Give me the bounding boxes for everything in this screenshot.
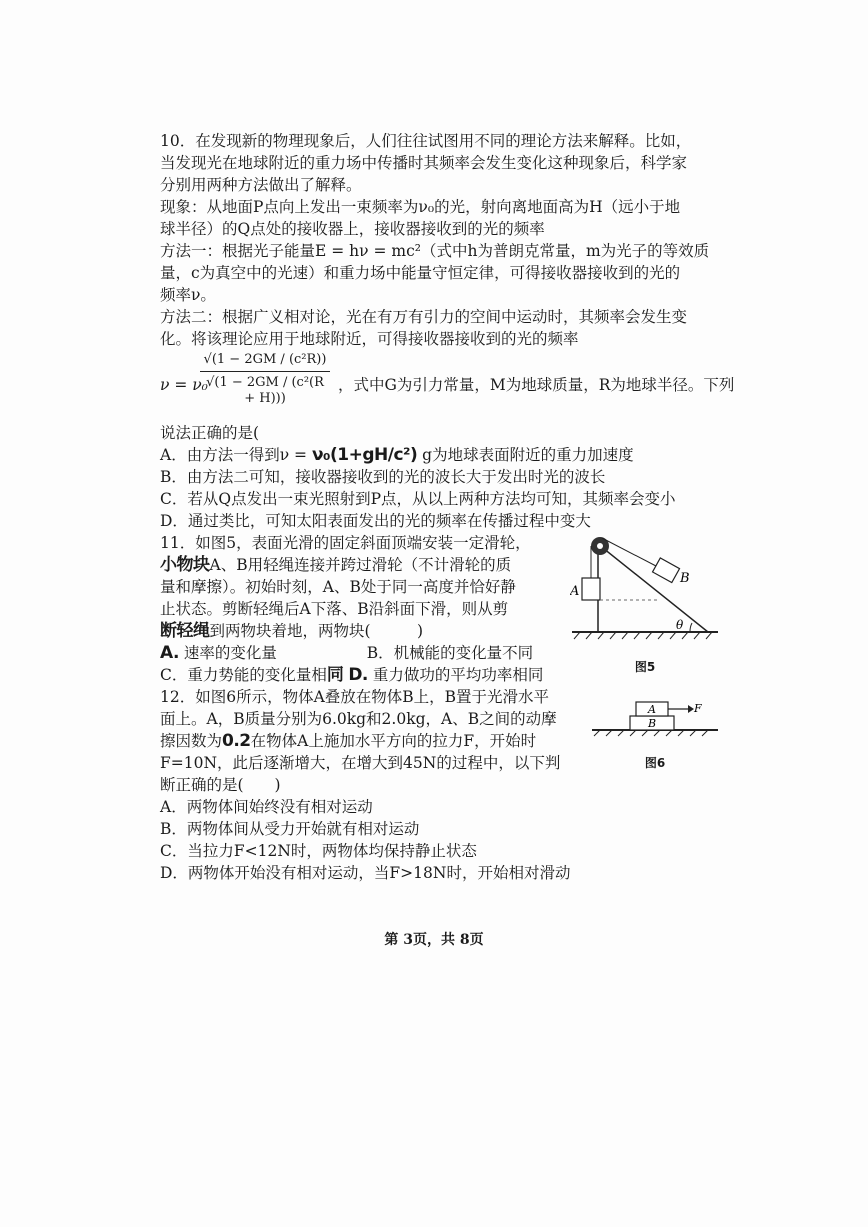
handwritten-annotation: 小物块 [160,555,210,575]
block-b-label: B [680,571,690,586]
formula-fraction [200,352,330,407]
option-c-text: C．重力势能的变化量相 [160,666,327,684]
question-12 [160,686,720,884]
option-a-text-end: g为地球表面附近的重力加速度 [422,446,634,464]
q11-options-ab [160,642,534,664]
q10-option-d: D．通过类比，可知太阳表面发出的光的频率在传播过程中变大 [160,512,591,530]
page-footer: 第 3页，共 8页 [384,932,484,948]
handwritten-answer: ν₀(1+gH/c²) [311,445,418,465]
q10-line: 现象：从地面P点向上发出一束频率为ν₀的光，射向离地面高为H（远小于地 [160,198,681,216]
question-10 [160,130,735,532]
q11-line: 11．如图5，表面光滑的固定斜面顶端安装一定滑轮， [160,534,531,552]
stacked-blocks-diagram [590,686,720,746]
q12-option-b: B．两物体间从受力开始就有相对运动 [160,820,420,838]
q12-line: 面上。A，B质量分别为6.0kg和2.0kg，A、B之间的动摩 [160,710,557,728]
figure-5-caption: 图5 [634,660,656,674]
q11-line: 止状态。剪断轻绳后A下落、B沿斜面下滑，则从剪 [160,600,509,618]
formula-tail: ，式中G为引力常量，M为地球质量，R为地球半径。下列 [338,376,735,394]
option-a-text: 速率的变化量 [183,644,277,662]
handwritten-option-d: D. [348,665,368,685]
formula-numerator: √(1 − 2GM / (c²R)) [203,352,327,367]
q10-option-b: B．由方法二可知，接收器接收到的光的波长大于发出时光的波长 [160,468,606,486]
incline-pulley-diagram [570,532,720,650]
block-a-label: A [570,584,580,599]
q10-line: 化。将该理论应用于地球附近，可得接收器接收到的光的频率 [160,330,579,348]
q10-option-a [160,444,720,466]
frequency-formula [160,352,735,422]
q12-text [160,686,571,884]
q10-line: 量，c为真空中的光速）和重力场中能量守恒定律，可得接收器接收到的光的 [160,264,681,282]
fraction-bar [200,371,330,372]
handwritten-option-a: A. [160,643,179,663]
handwritten-annotation: 断轻绳 [160,621,210,641]
q10-line: 方法一：根据光子能量E = hν = mc²（式中h为普朗克常量，m为光子的等效质 [160,242,710,260]
option-a-text: A．由方法一得到ν = [160,446,308,464]
q10-line: 球半径）的Q点处的接收器上，接收器接收到的光的频率 [160,220,545,238]
handwritten-friction-value: 0.2 [222,731,251,751]
q11-line: 小物块A、B用轻绳连接并跨过滑轮（不计滑轮的质 [160,555,512,575]
figure-6-stacked-blocks [590,686,720,776]
q12-line: 断正确的是( ) [160,776,281,794]
figure-6-caption: 图6 [644,756,666,770]
q10-line: 方法二：根据广义相对论，光在有万有引力的空间中运动时，其频率会发生变 [160,308,688,326]
q11-text [160,532,544,686]
q10-line: 10．在发现新的物理现象后，人们往往试图用不同的理论方法来解释。比如， [160,132,692,150]
q11-line: 断轻绳到两物块着地，两物块( ) [160,621,424,641]
q12-line: F=10N，此后逐渐增大，在增大到45N的过程中，以下判 [160,754,561,772]
option-b-text: B．机械能的变化量不同 [366,644,534,662]
question-11 [160,532,720,686]
q10-line: 说法正确的是( [160,424,260,442]
q12-option-a: A．两物体间始终没有相对运动 [160,798,373,816]
block-a-label: A [648,703,656,716]
handwritten-correction: 同 [326,665,344,685]
formula-lhs: ν = ν₀ [160,376,208,394]
q11-line: 量和摩擦）。初始时刻，A、B处于同一高度并恰好静 [160,578,516,596]
q10-line: 当发现光在地球附近的重力场中传播时其频率会发生变化这种现象后，科学家 [160,154,688,172]
angle-label: θ [676,618,684,632]
q11-options-cd [160,664,544,686]
block-b-label: B [648,717,657,730]
q12-line: 擦因数为0.2在物体A上施加水平方向的拉力F，开始时 [160,731,537,751]
figure-5-incline [570,532,720,674]
page-content [160,130,735,884]
q10-line: 频率ν。 [160,286,216,304]
q12-option-c: C．当拉力F<12N时，两物体均保持静止状态 [160,842,477,860]
q12-line: 12．如图6所示，物体A叠放在物体B上，B置于光滑水平 [160,688,550,706]
q10-option-c: C．若从Q点发出一束光照射到P点，从以上两种方法均可知，其频率会变小 [160,490,676,508]
q12-option-d: D．两物体开始没有相对运动，当F>18N时，开始相对滑动 [160,864,571,882]
q10-line: 分别用两种方法做出了解释。 [160,176,362,194]
option-d-text: 重力做功的平均功率相同 [372,666,544,684]
formula-denominator: √(1 − 2GM / (c²(R + H))) [206,375,324,406]
force-label: F [694,702,702,715]
